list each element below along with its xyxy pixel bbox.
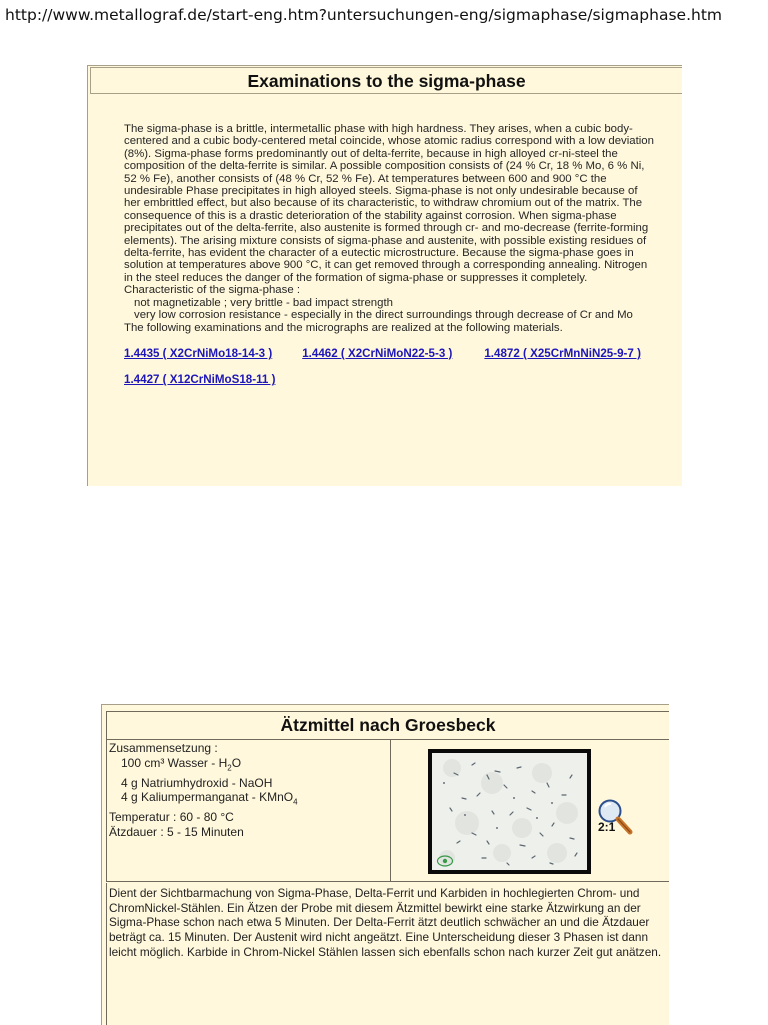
material-links-row — [124, 348, 657, 361]
etchant-title: Ätzmittel nach Groesbeck — [106, 711, 669, 740]
material-link-1-4435[interactable]: 1.4435 ( X2CrNiMo18-14-3 ) — [124, 346, 273, 360]
etchant-description: Dient der Sichtbarmachung von Sigma-Phase, Delta-Ferrit und Karbiden in hochlegierten Chrom- und ChromNickel-Stählen. Ein Ätzen der Probe mit diesem Ätzmittel bewirkt eine starke Ätzwirkung an der Sigma-Phase schon nach etwa 5 Minuten. Der Delta-Ferrit ätzt deutlich schwächer an und die Ätzdauer beträgt ca. 15 Minuten. Der Austenit wird nicht angeätzt. Eine Unterscheidung dieser 3 Phasen ist dann leicht möglich. Karbide in Chrom-Nickel Stählen lassen sich ebenfalls schon nach kurzer Zeit gut anätzen. — [106, 883, 669, 1025]
material-link-1-4872[interactable]: 1.4872 ( X25CrMnNiN25-9-7 ) — [484, 346, 641, 360]
composition-label: Zusammensetzung : — [109, 741, 218, 755]
materials-intro: The following examinations and the micrographs are realized at the following materials. — [124, 321, 563, 334]
sigma-phase-body — [124, 123, 657, 387]
composition-water-subscript: 2 — [227, 762, 232, 772]
material-link-1-4462[interactable]: 1.4462 ( X2CrNiMoN22-5-3 ) — [302, 346, 453, 360]
micrograph-cell — [390, 740, 669, 882]
magnification-label: 2:1 — [598, 820, 616, 834]
composition-kmno4-text: 4 g Kaliumpermanganat - KMnO — [121, 790, 294, 805]
sigma-phase-title: Examinations to the sigma-phase — [90, 67, 682, 94]
micrograph-image[interactable] — [428, 749, 591, 874]
material-links-row-2 — [124, 374, 657, 387]
material-link-1-4427[interactable]: 1.4427 ( X12CrNiMoS18-11 ) — [124, 373, 276, 387]
composition-kmno4 — [109, 790, 390, 810]
micrograph-texture — [432, 753, 587, 870]
sigma-phase-paragraph: The sigma-phase is a brittle, intermetallic phase with high hardness. They arises, when a cubic body-centered and a cubic body-centered metal coincide, whose atomic radius correspond with a low deviation (8%). Sigma-phase forms predominantly out of delta-ferrite, because in high alloyed cr-ni-steel the composition of the delta-ferrite is similar. A possible composition consists of (24 % Cr, 18 % Mo, 6 % Ni, 52 % Fe), another consists of (48 % Cr, 52 % Fe). At temperatures between 600 and 900 °C the undesirable Phase precipitates in high alloyed steels. Sigma-phase is not only undesirable because of her embrittled effect, but also because of its characteristic, to withdraw chromium out of the matrix. The consequence of this is a drastic deterioration of the stability against corrosion. When sigma-phase precipitates out of the delta-ferrite, also austenite is formed through cr- and mo-decrease (ferrite-forming elements). The arising mixture consists of sigma-phase and austenite, with possible existing residues of delta-ferrite, has evident the character of a eutectic microstructure. Because the sigma-phase goes in solution at temperatures above 900 °C, it can get removed through a corresponding annealing. Nitrogen in the steel reduces the danger of the formation of sigma-phase or suppresses it completely. Characteristic of the sigma-phase : — [124, 123, 654, 297]
etch-temperature: Temperatur : 60 - 80 °C — [109, 810, 234, 825]
material-links — [124, 348, 657, 387]
composition-naoh: 4 g Natriumhydroxid - NaOH — [121, 775, 273, 790]
characteristic-line-2: very low corrosion resistance - especially in the direct surroundings through decrease of Cr and Mo — [134, 309, 633, 322]
etch-duration: Ätzdauer : 5 - 15 Minuten — [109, 824, 244, 839]
sigma-phase-panel — [87, 65, 682, 486]
composition-water-suffix: O — [231, 755, 242, 770]
composition-water — [109, 756, 390, 776]
characteristic-line-1: not magnetizable ; very brittle - bad impact strength — [134, 296, 393, 309]
etchant-panel — [101, 704, 669, 1025]
composition-kmno4-subscript: 4 — [293, 797, 298, 807]
watermark-eye-icon — [436, 854, 454, 868]
page-url: http://www.metallograf.de/start-eng.htm?untersuchungen-eng/sigmaphase/sigmaphase.htm — [5, 6, 723, 24]
composition-water-text: 100 cm³ Wasser - H — [121, 755, 228, 770]
etchant-composition-cell — [106, 740, 390, 882]
